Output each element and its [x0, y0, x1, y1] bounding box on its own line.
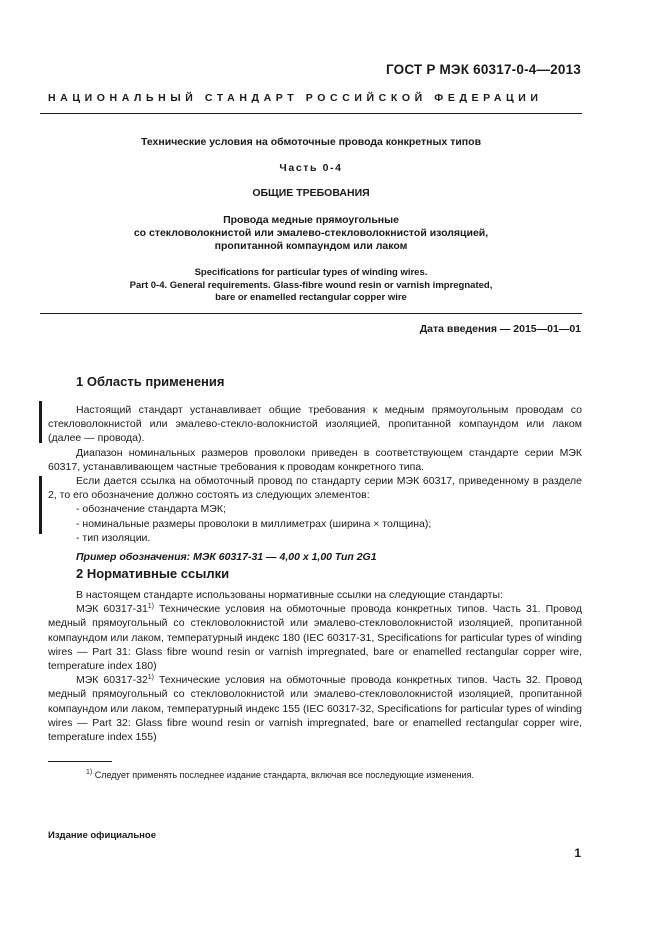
footnote-separator	[48, 761, 112, 762]
paragraph: В настоящем стандарте использованы нормативные ссылки на следующие стандарты:	[76, 589, 503, 601]
reference-item	[48, 673, 582, 744]
part-number: Часть 0-4	[279, 162, 343, 174]
paragraph: Если дается ссылка на обмоточный провод по стандарту серии МЭК 60317, приведенному в разделе 2, то его обозначение должно состоять из следующих элементов:	[48, 475, 582, 502]
title-rule	[40, 313, 582, 314]
english-title-line: Part 0-4. General requirements. Glass-fibre wound resin or varnish impregnated,	[129, 279, 493, 291]
designation-example: Пример обозначения: МЭК 60317-31 — 4,00 х 1,00 Тип 2G1	[76, 551, 377, 564]
section-2-body	[48, 588, 582, 744]
russian-title-line: Провода медные прямоугольные	[223, 214, 399, 226]
footnote	[86, 770, 474, 780]
reference-code: МЭК 60317-32	[76, 674, 148, 687]
russian-title-line: пропитанной компаундом или лаком	[214, 240, 408, 252]
change-bar	[39, 476, 42, 534]
paragraph: Диапазон номинальных размеров проволоки приведен в соответствующем стандарте серии МЭК 60317, устанавливающем частные требования к проводам конкретного типа.	[48, 446, 582, 473]
paragraph: Настоящий стандарт устанавливает общие требования к медным прямоугольным проводам со стекловолокнистой или эмалево-стекло-волокнистой изоляцией, пропитанной компаундом или лаком (далее — провода).	[48, 404, 582, 445]
reference-item	[48, 602, 582, 673]
general-requirements-title: ОБЩИЕ ТРЕБОВАНИЯ	[252, 187, 370, 199]
list-item: - номинальные размеры проволоки в миллиметрах (ширина × толщина);	[76, 517, 432, 530]
list-item: - обозначение стандарта МЭК;	[76, 503, 226, 516]
section-1-body	[48, 403, 582, 564]
list-item: - тип изоляции.	[76, 531, 151, 544]
header-rule	[40, 113, 582, 114]
reference-text: Технические условия на обмоточные провода конкретных типов. Часть 32. Провод медный прямоугольный со стекловолокнистой или эмалево-стекловолокнистой изоляцией, пропитанной компаундом или лаком, температурный индекс 155 (IEC 60317-32, Specifications for particular types of winding wires — Part 32: Glass fibre wound resin or varnish impregnated, bare or enamelled rectangular copper wire, temperature index 155)	[48, 674, 582, 744]
specs-title: Технические условия на обмоточные провода конкретных типов	[140, 136, 482, 148]
change-bar	[39, 401, 42, 443]
english-title-line: bare or enamelled rectangular copper wire	[215, 292, 407, 303]
russian-title-line: со стекловолокнистой или эмалево-стекловолокнистой изоляцией,	[133, 227, 489, 239]
section-2-heading: 2 Нормативные ссылки	[76, 566, 230, 581]
footnote-mark: 1)	[147, 674, 155, 682]
footnote-mark: 1)	[86, 769, 93, 776]
footnote-text: Следует применять последнее издание стандарта, включая все последующие изменения.	[92, 770, 474, 780]
reference-text: Технические условия на обмоточные провода конкретных типов. Часть 31. Провод медный прямоугольный со стекловолокнистой или эмалево-стекловолокнистой изоляцией, пропитанной компаундом или лаком, температурный индекс 180 (IEC 60317-31, Specifications for particular types of winding wires — Part 31: Glass fibre wound resin or varnish impregnated, bare or enamelled rectangular copper wire, temperature index 180)	[48, 603, 582, 673]
national-standard-title: НАЦИОНАЛЬНЫЙ СТАНДАРТ РОССИЙСКОЙ ФЕДЕРАЦИИ	[48, 92, 543, 104]
document-code: ГОСТ Р МЭК 60317-0-4—2013	[385, 62, 581, 77]
introduction-date: Дата введения — 2015—01—01	[419, 323, 581, 335]
section-1-heading: 1 Область применения	[76, 374, 225, 389]
reference-code: МЭК 60317-31	[76, 603, 148, 616]
russian-wire-title	[40, 214, 582, 253]
english-title	[40, 267, 582, 305]
page-number: 1	[574, 846, 581, 860]
official-edition-label: Издание официальное	[48, 830, 156, 841]
english-title-line: Specifications for particular types of winding wires.	[194, 267, 428, 278]
footnote-mark: 1)	[147, 603, 155, 611]
